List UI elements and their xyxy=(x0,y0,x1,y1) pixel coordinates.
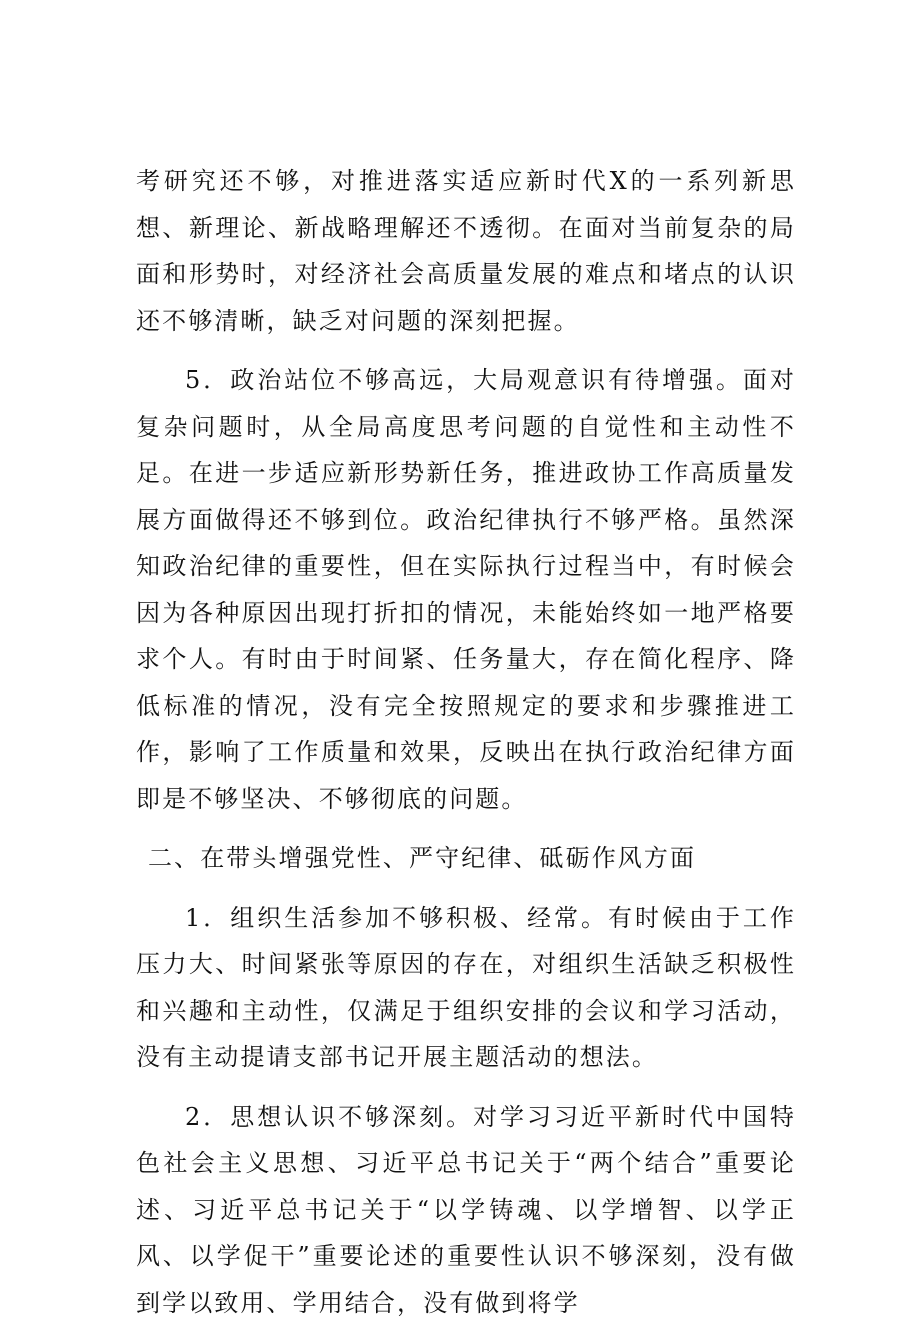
paragraph-continuation: 考研究还不够，对推进落实适应新时代X的一系列新思想、新理论、新战略理解还不透彻。在面对当前复杂的局面和形势时，对经济社会高质量发展的难点和堵点的认识还不够清晰，缺乏对问题的深刻把握。 xyxy=(136,167,796,335)
document-body xyxy=(136,158,796,1339)
paragraph-item-2: 2．思想认识不够深刻。对学习习近平新时代中国特色社会主义思想、习近平总书记关于“两个结合”重要论述、习近平总书记关于“以学铸魂、以学增智、以学正风、以学促干”重要论述的重要性认识不够深刻，没有做到学以致用、学用结合，没有做到将学 xyxy=(136,1102,796,1317)
paragraph-item-1: 1．组织生活参加不够积极、经常。有时候由于工作压力大、时间紧张等原因的存在，对组织生活缺乏积极性和兴趣和主动性，仅满足于组织安排的会议和学习活动，没有主动提请支部书记开展主题活动的想法。 xyxy=(136,903,796,1071)
paragraph-item-5: 5．政治站位不够高远，大局观意识有待增强。面对复杂问题时，从全局高度思考问题的自觉性和主动性不足。在进一步适应新形势新任务，推进政协工作高质量发展方面做得还不够到位。政治纪律执行不够严格。虽然深知政治纪律的重要性，但在实际执行过程当中，有时候会因为各种原因出现打折扣的情况，未能始终如一地严格要求个人。有时由于时间紧、任务量大，存在简化程序、降低标准的情况，没有完全按照规定的要求和步骤推进工作，影响了工作质量和效果，反映出在执行政治纪律方面即是不够坚决、不够彻底的问题。 xyxy=(136,366,796,813)
section-heading-2: 二、在带头增强党性、严守纪律、砥砺作风方面 xyxy=(148,844,697,872)
